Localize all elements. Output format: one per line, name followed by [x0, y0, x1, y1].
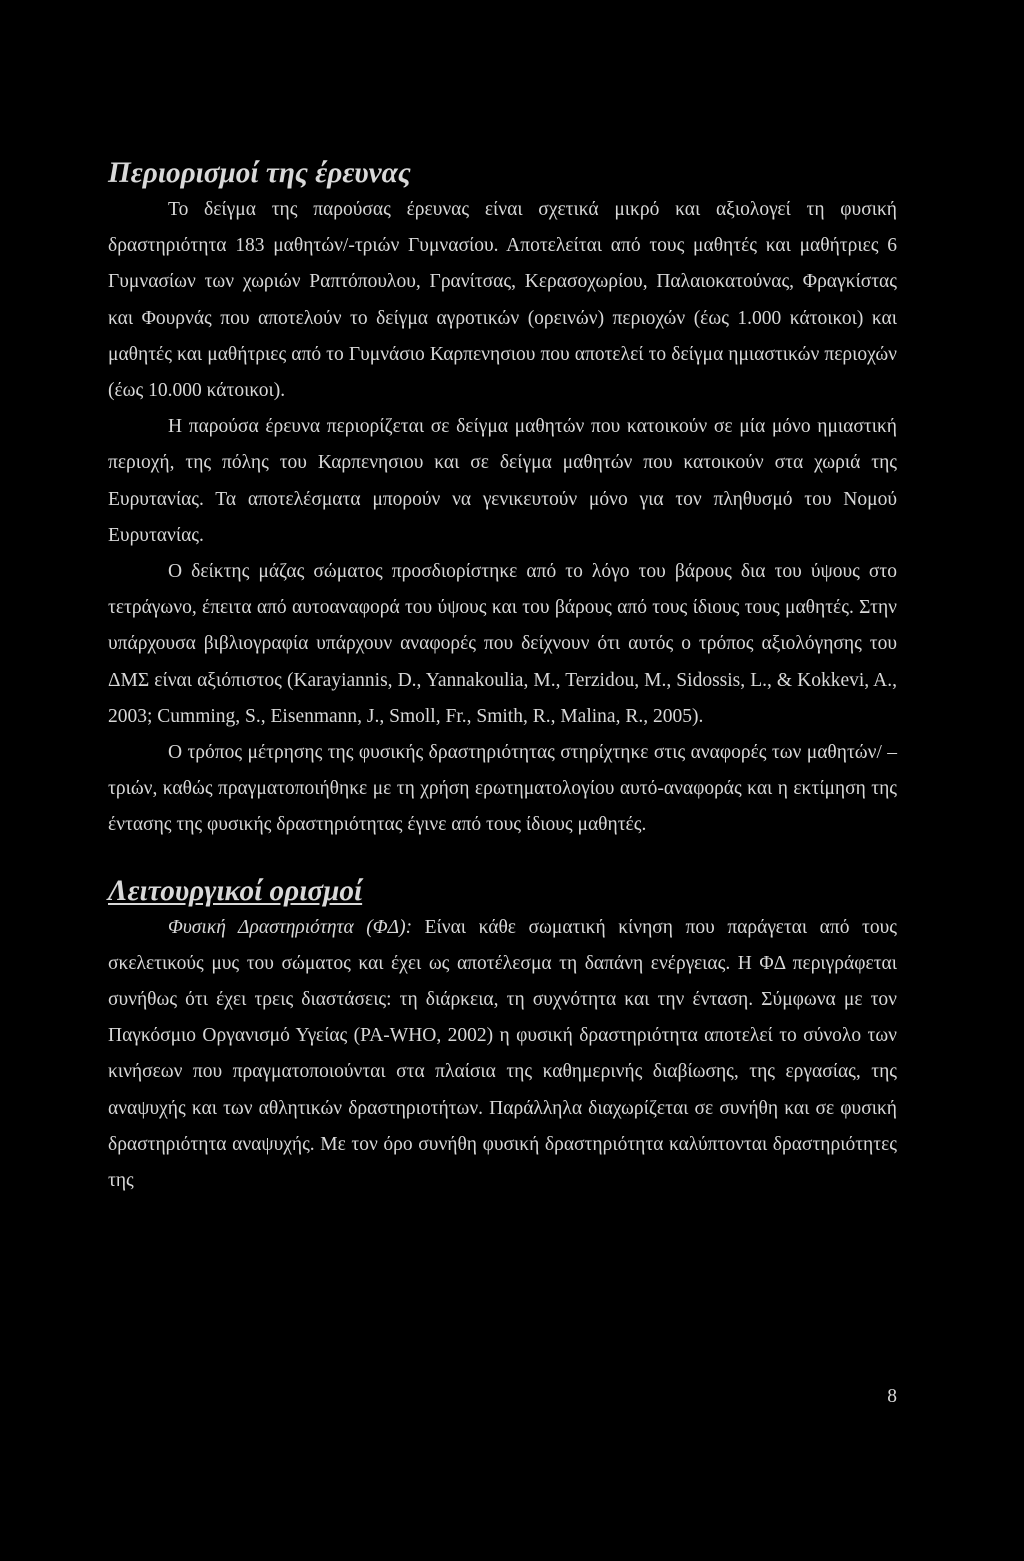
page-content — [108, 158, 897, 1199]
section-heading-limitations: Περιορισμοί της έρευνας — [108, 157, 411, 189]
paragraph-activity-measurement: Ο τρόπος μέτρησης της φυσικής δραστηριότητας στηρίχτηκε στις αναφορές των μαθητών/ –τριών, καθώς πραγματοποιήθηκε με τη χρήση ερωτηματολογίου αυτό-αναφοράς και η εκτίμηση της έντασης της φυσικής δραστηριότητας έγινε από τους ίδιους μαθητές. — [108, 742, 897, 836]
page-number: 8 — [887, 1386, 897, 1407]
paragraph-bmi-method: Ο δείκτης μάζας σώματος προσδιορίστηκε από το λόγο του βάρους δια του ύψους στο τετράγωνο, έπειτα από αυτοαναφορά του ύψους και του βάρους από τους ίδιους τους μαθητές. Στην υπάρχουσα βιβλιογραφία υπάρχουν αναφορές που δείχνουν ότι αυτός ο τρόπος αξιολόγησης του ΔΜΣ είναι αξιόπιστος (Karayiannis, D., Yannakoulia, M., Terzidou, M., Sidossis, L., & Kokkevi, A., 2003; Cumming, S., Eisenmann, J., Smoll, Fr., Smith, R., Malina, R., 2005). — [108, 561, 897, 727]
section-heading-definitions: Λειτουργικοί ορισμοί — [108, 874, 363, 907]
definition-text: Είναι κάθε σωματική κίνηση που παράγεται από τους σκελετικούς μυς του σώματος και έχει ως αποτέλεσμα τη δαπάνη ενέργειας. Η ΦΔ περιγράφεται συνήθως ότι έχει τρεις διαστάσεις: τη διάρκεια, τη συχνότητα και την ένταση. Σύμφωνα με τον Παγκόσμιο Οργανισμό Υγείας (PA-WHO, 2002) η φυσική δραστηριότητα αποτελεί το σύνολο των κινήσεων που πραγματοποιούνται στα πλαίσια της καθημερινής διαβίωσης, της εργασίας, της αναψυχής και των αθλητικών δραστηριοτήτων. Παράλληλα διαχωρίζεται σε συνήθη και σε φυσική δραστηριότητα αναψυχής. Με τον όρο συνήθη φυσική δραστηριότητα καλύπτονται δραστηριότητες της — [108, 916, 897, 1192]
paragraph-physical-activity-definition — [108, 910, 897, 1200]
paragraph-sample-description: Το δείγμα της παρούσας έρευνας είναι σχετικά μικρό και αξιολογεί τη φυσική δραστηριότητα 183 μαθητών/-τριών Γυμνασίου. Αποτελείται από τους μαθητές και μαθήτριες 6 Γυμνασίων των χωριών Ραπτόπουλου, Γρανίτσας, Κερασοχωρίου, Παλαιοκατούνας, Φραγκίστας και Φουρνάς που αποτελούν το δείγμα αγροτικών (ορεινών) περιοχών (έως 1.000 κάτοικοι) και μαθητές και μαθήτριες από το Γυμνάσιο Καρπενησιου που αποτελεί το δείγμα ημιαστικών περιοχών (έως 10.000 κάτοικοι). — [108, 199, 897, 402]
paragraph-sample-limitation: Η παρούσα έρευνα περιορίζεται σε δείγμα μαθητών που κατοικούν σε μία μόνο ημιαστική περιοχή, της πόλης του Καρπενησιου και σε δείγμα μαθητών που κατοικούν στα χωριά της Ευρυτανίας. Τα αποτελέσματα μπορούν να γενικευτούν μόνο για τον πληθυσμό του Νομού Ευρυτανίας. — [108, 416, 897, 546]
definition-term: Φυσική Δραστηριότητα (ΦΔ): — [168, 916, 413, 938]
